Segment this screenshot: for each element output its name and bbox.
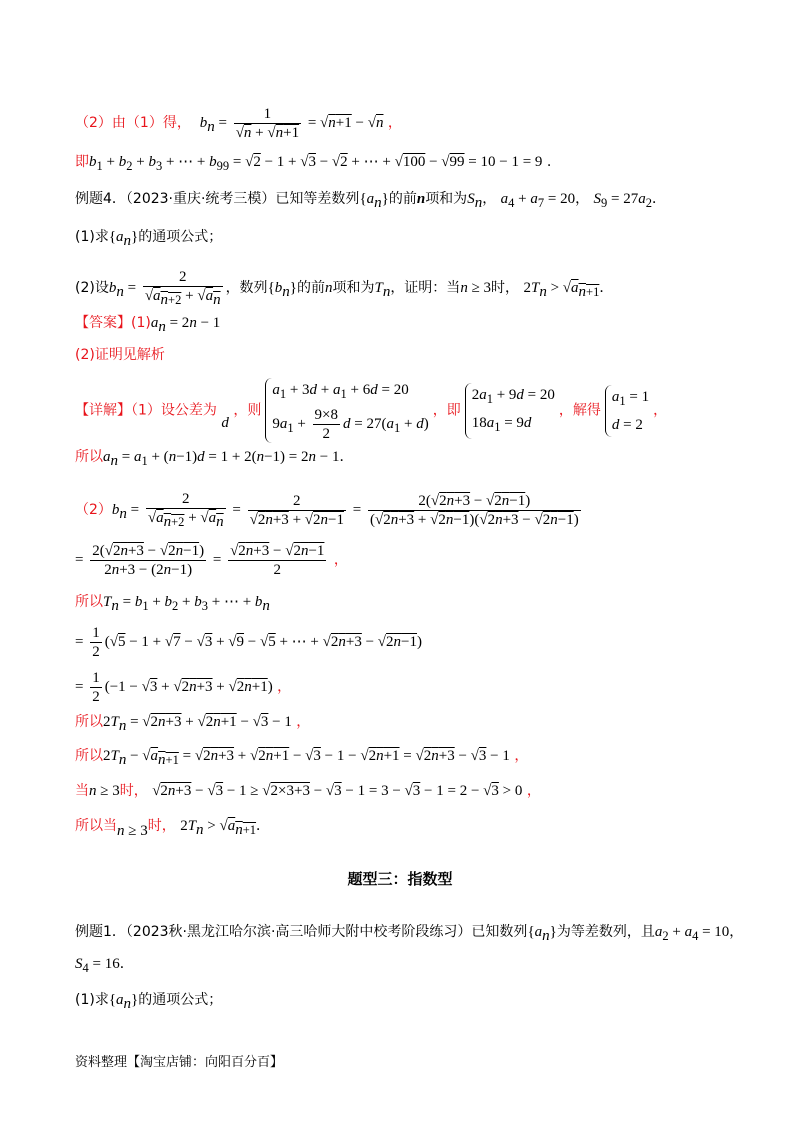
section-title: 题型三：指数型 <box>347 870 453 888</box>
example-1-statement: 例题1．（2023秋·黑龙江哈尔滨·高三哈师大附中校考阶段练习）已知数列$\{a_n\}$为等差数列，且$a_2 + a_4 = 10$， <box>75 924 744 944</box>
detail-part1: 【详解】（1）设公差为 d ，则 $a_1 + 3d + a_1 + 6d = 20$ $9a_1$ + $\frac{9\times 8}{2}$ $d = 27(a_1 + d)$ ，即 $2a_1 + 9d = 20$ $18a_1 = 9d$ ，解得 $a_1 = 1$ d = 2 ， <box>75 378 667 443</box>
detail-part1-conclusion: 所以$a_n = a_1 + (n-1)d = 1 + 2(n-1) = 2n - 1$． <box>75 449 354 469</box>
example-4-statement: 例题4．（2023·重庆·统考三模）已知等差数列$\{a_n\}$的前n项和为$S_n$， $a_4 + a_7 = 20$， $S_9 = 27a_2$． <box>75 191 666 211</box>
answer-part2: (2)证明见解析 <box>75 347 165 363</box>
detail-part2-simplify: = $\frac{2(√2n+3 - √2n-1)}{2n+3 - (2n-1)}$ = $\frac{√2n+3 - √2n-1}{2}$ ， <box>75 543 348 578</box>
inequality: 当n ≥ 3时， √2n+3 − √3 − 1 ≥ √2×3+3 − √3 − 1 = 3 − √3 − 1 = 2 − √3 > 0 ， <box>75 783 541 799</box>
detail-part2-bn: $(2)b_n$ = $\frac{2}{√a_{n+2} + √a_n}$ = $\frac{2}{√2n+3 + √2n-1}$ = $\frac{2(√2n+3 - √2n-1)}{(√2n+3 + √2n-1)(√2n+3 - √2n-1)}$ <box>75 491 579 530</box>
example-1-question-1: (1)求$\{a_n\}$的通项公式； <box>75 992 223 1012</box>
tn-def: 所以$T_n = b_1 + b_2 + b_3$ + ⋯ + $b_n$ <box>75 594 270 614</box>
example-1-s4: $S_4 = 16$． <box>75 956 134 975</box>
question-2: (2)设$b_n$ = $\frac{2}{√a_{n+2} + √a_n}$ ，数列$\{b_n\}$的前n项和为$T_n$，证明：当n ≥ 3时， $2T_n > √a_{n+1}$． <box>75 269 614 308</box>
question-1: (1)求$\{a_n\}$的通项公式； <box>75 229 223 249</box>
answer-label: 【答案】$(1)a_n = 2n - 1$ <box>75 315 221 335</box>
conclusion: 所以当n ≥ 3时， $2T_n > √a_{n+1}$． <box>75 818 271 839</box>
tn-telescope: = $\frac{1}{2}$ (√5 − 1 + √7 − √3 + √9 − √5 + ⋯ + √2n+3 − √2n−1) <box>75 625 423 660</box>
footer-text: 资料整理【淘宝店铺：向阳百分百】 <box>75 1055 284 1070</box>
two-tn: 所以$2T_n = √2n+3 + √2n+1 - √3 - 1$ ， <box>75 714 311 734</box>
tn-result: = $\frac{1}{2}$ (−1 − √3 + √2n+3 + √2n+1) ， <box>75 670 292 705</box>
solution-part2-line: （2）由（1）得， $b_n$ = $\frac{1}{√n + √n+1}$ = √n+1 − √n ， <box>75 106 402 141</box>
difference: 所以$2T_n - √a_{n+1} = √2n+3 + √2n+1 - √3 - 1 - √2n+1 = √2n+3 - √3 - 1$ ， <box>75 748 529 768</box>
sum-line: 即$b_1 + b_2 + b_3$ + ⋯ + $b_{99} = √2 - 1 + √3 - √2$ + ⋯ + √100 − √99 = 10 − 1 = 9 . <box>75 154 552 173</box>
